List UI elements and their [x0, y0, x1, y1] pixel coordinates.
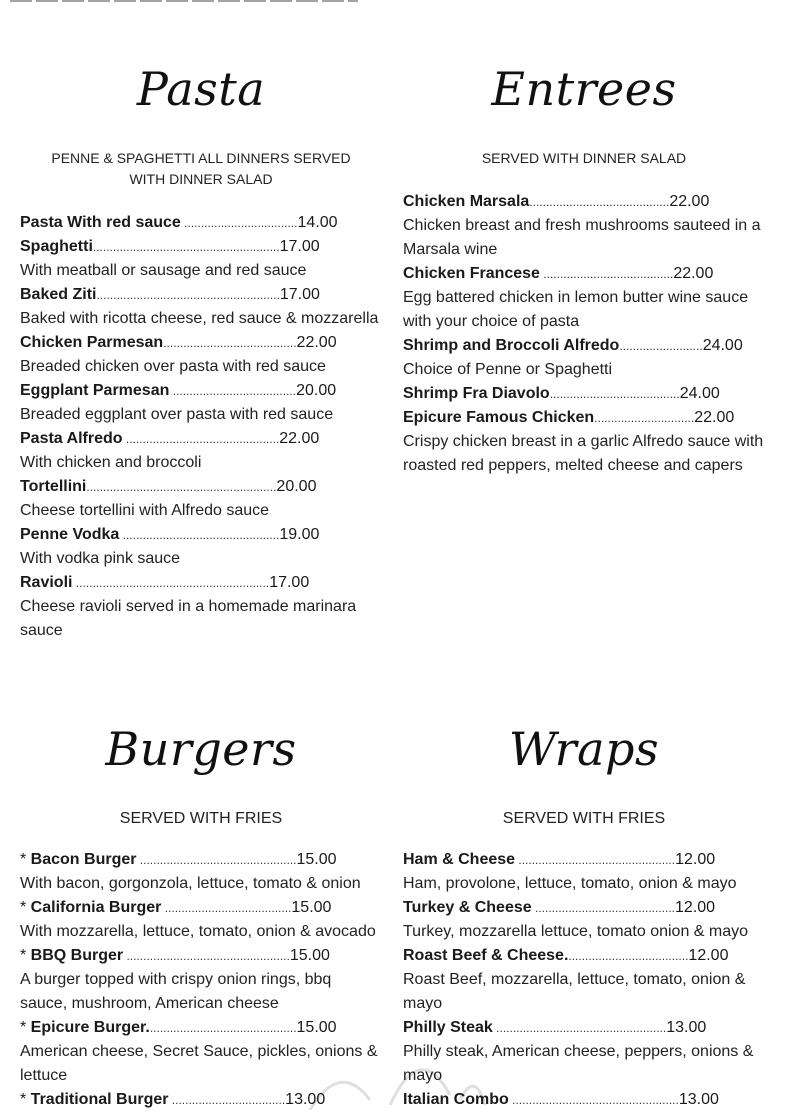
pasta-menu-item	[20, 211, 382, 235]
menu-item-leader-dots: ..................................................	[508, 1093, 679, 1107]
menu-item-name: Turkey & Cheese	[403, 899, 532, 916]
menu-item-star: *	[20, 1091, 31, 1108]
entrees-menu-item	[403, 190, 765, 262]
menu-item-line	[403, 944, 765, 968]
page-top-rule	[10, 0, 358, 2]
menu-item-name: Italian Combo	[403, 1091, 509, 1108]
wraps-menu-item	[403, 1088, 765, 1112]
wraps-section	[403, 718, 765, 1112]
menu-item-line	[20, 211, 382, 235]
wraps-menu-item	[403, 1016, 765, 1088]
menu-item-line	[20, 944, 382, 968]
wraps-menu-item	[403, 896, 765, 944]
menu-item-leader-dots: ..............................	[594, 411, 695, 425]
pasta-menu-item	[20, 283, 382, 331]
pasta-subtitle: PENNE & SPAGHETTI ALL DINNERS SERVED WITH DINNER SALAD	[51, 150, 351, 187]
menu-item-line	[403, 896, 765, 920]
burgers-menu-item	[20, 944, 382, 1016]
pasta-section	[20, 58, 382, 643]
wraps-heading: Wraps	[508, 722, 660, 776]
menu-item-name: Chicken Marsala	[403, 193, 530, 210]
burgers-item-list	[20, 848, 382, 1112]
menu-item-leader-dots: ..................................	[168, 1093, 286, 1107]
menu-item-leader-dots: ..............................................	[122, 432, 280, 446]
menu-item-description: A burger topped with crispy onion rings, bbq sauce, mushroom, American cheese	[20, 971, 332, 1012]
menu-item-leader-dots: ...............................................	[515, 853, 676, 867]
menu-item-price: 13.00	[678, 1091, 719, 1108]
menu-item-line	[20, 523, 382, 547]
entrees-section	[403, 58, 765, 478]
menu-item-name: Roast Beef & Cheese.	[403, 947, 569, 964]
menu-item-name: Chicken Parmesan	[20, 334, 164, 351]
menu-item-price: 19.00	[279, 526, 320, 543]
burgers-menu-item	[20, 848, 382, 896]
menu-item-description: Breaded eggplant over pasta with red sauce	[20, 406, 334, 423]
pasta-menu-item	[20, 331, 382, 379]
menu-item-line	[403, 382, 765, 406]
menu-item-name: Philly Steak	[403, 1019, 493, 1036]
pasta-menu-item	[20, 523, 382, 571]
entrees-heading: Entrees	[491, 62, 677, 116]
pasta-menu-item	[20, 379, 382, 427]
menu-item-price: 20.00	[276, 478, 317, 495]
menu-item-leader-dots: ........................................................	[92, 240, 280, 254]
menu-item-line	[20, 427, 382, 451]
menu-item-description: Breaded chicken over pasta with red sauce	[20, 358, 326, 375]
menu-item-star: *	[20, 851, 31, 868]
menu-item-line	[403, 262, 765, 286]
menu-item-price: 22.00	[279, 430, 320, 447]
menu-item-name: Ravioli	[20, 574, 73, 591]
menu-item-star: *	[20, 899, 31, 916]
pasta-menu-item	[20, 571, 382, 643]
pasta-menu-item	[20, 235, 382, 283]
menu-item-price: 13.00	[285, 1091, 326, 1108]
menu-item-price: 22.00	[694, 409, 735, 426]
menu-item-name: Pasta With red sauce	[20, 214, 181, 231]
menu-item-description: With chicken and broccoli	[20, 454, 202, 471]
menu-item-name: Shrimp and Broccoli Alfredo	[403, 337, 620, 354]
menu-item-price: 22.00	[296, 334, 337, 351]
menu-item-line	[403, 1088, 765, 1112]
menu-item-leader-dots: ......................................	[161, 901, 292, 915]
menu-item-description: Philly steak, American cheese, peppers, onions & mayo	[403, 1043, 754, 1084]
menu-item-price: 17.00	[269, 574, 310, 591]
pasta-menu-item	[20, 427, 382, 475]
burgers-subtitle: SERVED WITH FRIES	[119, 810, 283, 827]
menu-item-line	[403, 406, 765, 430]
menu-item-name: Traditional Burger	[30, 1091, 169, 1108]
menu-item-price: 12.00	[675, 899, 716, 916]
menu-item-description: Ham, provolone, lettuce, tomato, onion & mayo	[403, 875, 737, 892]
wraps-item-list	[403, 848, 765, 1112]
menu-item-line	[20, 896, 382, 920]
menu-item-name: Chicken Francese	[403, 265, 540, 282]
entrees-subtitle: SERVED WITH DINNER SALAD	[481, 150, 687, 166]
burgers-menu-item	[20, 1088, 382, 1112]
menu-item-leader-dots: ..................................	[180, 216, 298, 230]
entrees-menu-item	[403, 334, 765, 382]
menu-item-line	[20, 379, 382, 403]
menu-item-line	[20, 235, 382, 259]
entrees-menu-item	[403, 406, 765, 478]
wraps-subtitle: SERVED WITH FRIES	[502, 810, 666, 827]
menu-item-price: 14.00	[297, 214, 338, 231]
menu-item-description: Cheese tortellini with Alfredo sauce	[20, 502, 270, 519]
menu-item-name: Ham & Cheese	[403, 851, 516, 868]
menu-item-description: Cheese ravioli served in a homemade marinara sauce	[20, 598, 357, 639]
menu-item-price: 17.00	[279, 286, 320, 303]
wraps-menu-item	[403, 944, 765, 1016]
menu-item-price: 17.00	[279, 238, 320, 255]
menu-item-name: Eggplant Parmesan	[20, 382, 170, 399]
menu-item-line	[403, 190, 765, 214]
menu-item-price: 22.00	[669, 193, 710, 210]
menu-item-line	[20, 283, 382, 307]
entrees-item-list	[403, 190, 765, 478]
pasta-heading: Pasta	[136, 62, 266, 116]
menu-item-description: Turkey, mozzarella lettuce, tomato onion & mayo	[403, 923, 749, 940]
menu-item-star: *	[20, 947, 31, 964]
menu-item-leader-dots: ........................................	[163, 336, 297, 350]
menu-item-line	[20, 331, 382, 355]
menu-item-line	[403, 334, 765, 358]
burgers-section	[20, 718, 382, 1112]
menu-item-description: Chicken breast and fresh mushrooms sauteed in a Marsala wine	[403, 217, 761, 258]
menu-item-name: Epicure Burger.	[30, 1019, 150, 1036]
menu-item-price: 15.00	[289, 947, 330, 964]
burgers-menu-item	[20, 1016, 382, 1088]
menu-item-price: 13.00	[666, 1019, 707, 1036]
menu-item-leader-dots: .........................	[619, 339, 703, 353]
menu-item-leader-dots: .................................................	[123, 949, 290, 963]
menu-item-name: BBQ Burger	[30, 947, 124, 964]
menu-item-name: California Burger	[30, 899, 162, 916]
menu-item-description: Baked with ricotta cheese, red sauce & mozzarella	[20, 310, 379, 327]
menu-item-description: American cheese, Secret Sauce, pickles, onions & lettuce	[20, 1043, 378, 1084]
menu-item-name: Epicure Famous Chicken	[403, 409, 595, 426]
burgers-heading: Burgers	[105, 722, 297, 776]
menu-item-leader-dots: ..........................................................	[72, 576, 270, 590]
menu-item-leader-dots: ...................................................	[492, 1021, 667, 1035]
menu-item-description: Choice of Penne or Spaghetti	[403, 361, 613, 378]
menu-item-price: 20.00	[296, 382, 337, 399]
menu-item-leader-dots: ..........................................	[531, 901, 676, 915]
menu-item-line	[20, 1088, 382, 1112]
menu-item-leader-dots: ............................................	[149, 1021, 297, 1035]
menu-item-leader-dots: .....................................	[169, 384, 297, 398]
menu-item-price: 24.00	[702, 337, 743, 354]
menu-item-leader-dots: .......................................................	[96, 288, 280, 302]
menu-item-leader-dots: ....................................	[568, 949, 689, 963]
menu-item-leader-dots: .......................................	[539, 267, 674, 281]
menu-item-line	[403, 848, 765, 872]
menu-item-name: Tortellini	[20, 478, 87, 495]
menu-item-line	[20, 848, 382, 872]
menu-item-price: 15.00	[296, 1019, 337, 1036]
menu-item-description: With meatball or sausage and red sauce	[20, 262, 307, 279]
menu-item-description: With mozzarella, lettuce, tomato, onion & avocado	[20, 923, 376, 940]
pasta-menu-item	[20, 475, 382, 523]
menu-item-price: 22.00	[673, 265, 714, 282]
menu-item-leader-dots: .........................................................	[86, 480, 277, 494]
menu-item-leader-dots: ..........................................	[529, 195, 670, 209]
menu-item-name: Pasta Alfredo	[20, 430, 123, 447]
menu-item-description: With bacon, gorgonzola, lettuce, tomato & onion	[20, 875, 361, 892]
menu-item-price: 12.00	[688, 947, 729, 964]
menu-item-star: *	[20, 1019, 31, 1036]
menu-item-line	[403, 1016, 765, 1040]
menu-item-description: With vodka pink sauce	[20, 550, 181, 567]
menu-item-description: Crispy chicken breast in a garlic Alfredo sauce with roasted red peppers, melted cheese and capers	[403, 433, 764, 474]
menu-item-leader-dots: ...............................................	[119, 528, 280, 542]
menu-item-leader-dots: .......................................	[549, 387, 680, 401]
menu-item-price: 15.00	[296, 851, 337, 868]
wraps-menu-item	[403, 848, 765, 896]
menu-item-line	[20, 571, 382, 595]
menu-item-price: 12.00	[675, 851, 716, 868]
menu-item-name: Shrimp Fra Diavolo	[403, 385, 550, 402]
menu-item-name: Baked Ziti	[20, 286, 97, 303]
burgers-menu-item	[20, 896, 382, 944]
menu-item-name: Bacon Burger	[30, 851, 137, 868]
menu-item-name: Penne Vodka	[20, 526, 120, 543]
menu-item-name: Spaghetti	[20, 238, 93, 255]
menu-item-description: Roast Beef, mozzarella, lettuce, tomato, onion & mayo	[403, 971, 746, 1012]
menu-item-price: 15.00	[291, 899, 332, 916]
entrees-menu-item	[403, 262, 765, 334]
menu-item-description: Egg battered chicken in lemon butter wine sauce with your choice of pasta	[403, 289, 749, 330]
entrees-menu-item	[403, 382, 765, 406]
menu-item-price: 24.00	[679, 385, 720, 402]
menu-item-leader-dots: ...............................................	[136, 853, 297, 867]
pasta-item-list	[20, 211, 382, 643]
menu-item-line	[20, 1016, 382, 1040]
menu-item-line	[20, 475, 382, 499]
